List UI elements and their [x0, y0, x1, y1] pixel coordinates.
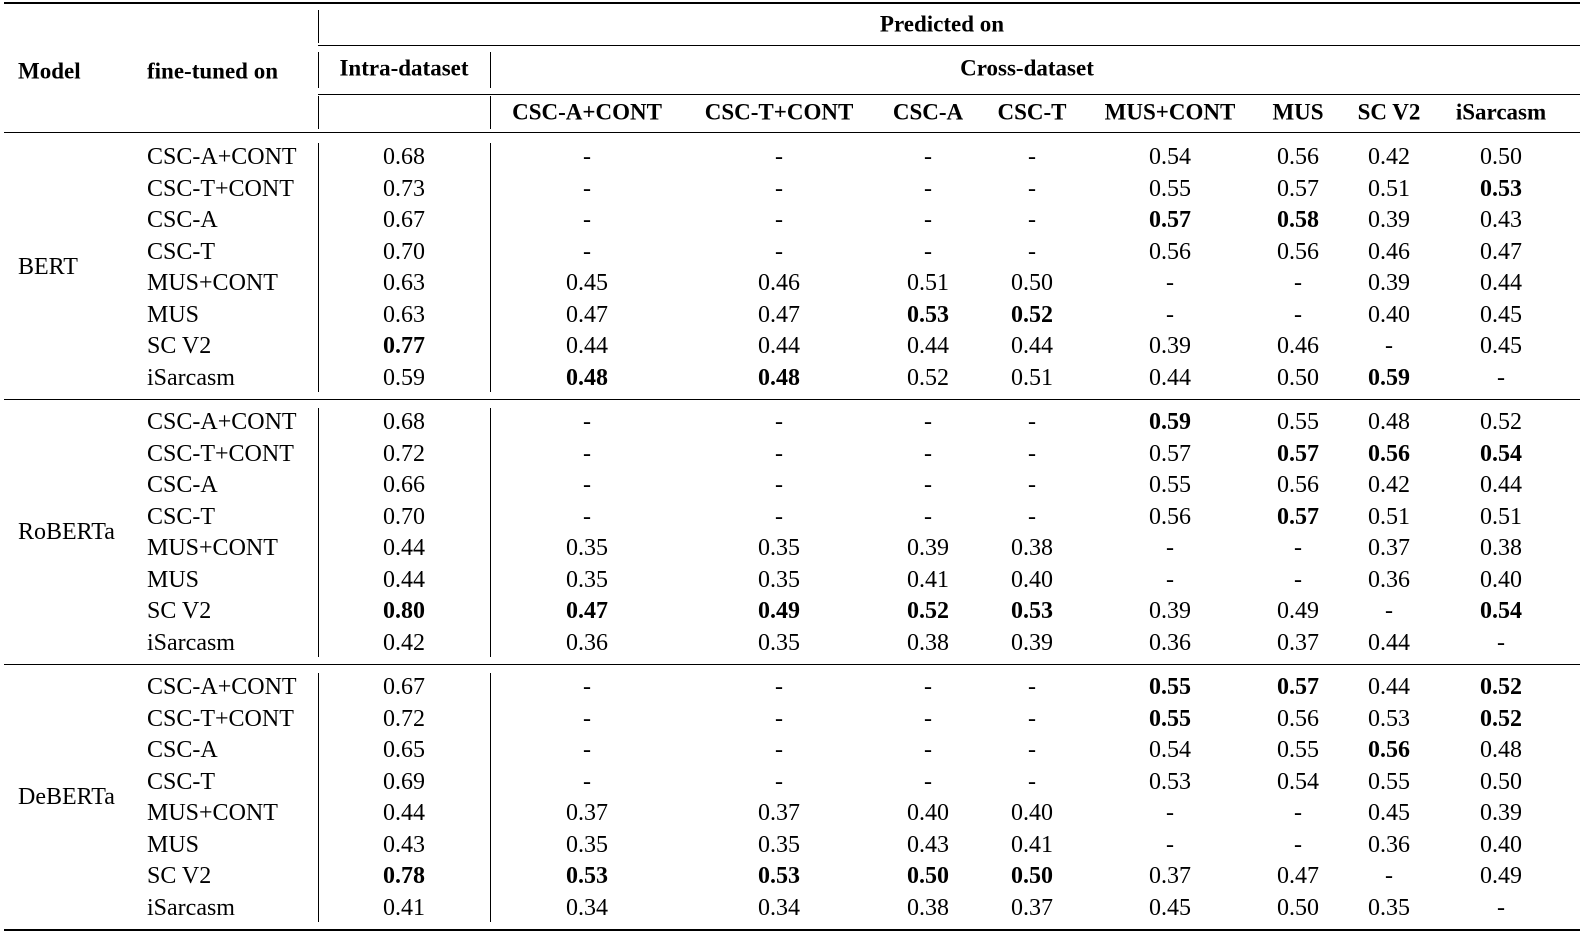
table-cell: -: [775, 768, 783, 795]
table-cell: 0.42: [1368, 472, 1410, 498]
table-cell: 0.45: [1368, 800, 1410, 826]
table-cell: 0.55: [1368, 768, 1410, 795]
table-cell: -: [583, 144, 591, 170]
group-separator-2: [4, 664, 1580, 665]
table-cell: 0.72: [383, 440, 425, 467]
table-cell: 0.44: [1480, 270, 1522, 296]
table-cell: 0.40: [1480, 566, 1522, 593]
predicted-underline: [318, 45, 1580, 46]
bottom-rule: [4, 929, 1580, 931]
table-cell: 0.55: [1149, 674, 1191, 700]
header-vline-mid: [490, 52, 491, 88]
group-separator-1: [4, 399, 1580, 400]
table-cell: 0.70: [383, 503, 425, 530]
table-cell: 0.46: [758, 270, 800, 296]
table-cell: -: [1028, 175, 1036, 202]
table-cell: -: [775, 238, 783, 265]
table-cell: 0.51: [1011, 364, 1053, 391]
table-cell: -: [924, 768, 932, 795]
finetuned-on-label: CSC-T+CONT: [147, 175, 294, 202]
table-cell: -: [583, 674, 591, 700]
table-cell: -: [583, 175, 591, 202]
table-cell: 0.53: [1149, 768, 1191, 795]
header-bottom-rule: [4, 132, 1580, 133]
table-cell: -: [1028, 409, 1036, 435]
table-cell: 0.34: [566, 894, 608, 921]
table-cell: 0.54: [1149, 737, 1191, 763]
table-cell: -: [1166, 831, 1174, 858]
table-cell: 0.43: [1480, 207, 1522, 233]
table-cell: 0.35: [758, 535, 800, 561]
finetuned-on-label: CSC-T+CONT: [147, 705, 294, 732]
column-header: CSC-T: [997, 99, 1067, 125]
table-cell: 0.37: [1149, 863, 1191, 889]
table-cell: 0.39: [1368, 270, 1410, 296]
finetuned-on-label: CSC-A: [147, 737, 218, 763]
table-cell: 0.38: [1480, 535, 1522, 561]
model-name: DeBERTa: [18, 784, 115, 811]
table-cell: -: [1385, 598, 1393, 624]
body-vline-mid: [490, 143, 491, 392]
finetuned-on-label: MUS+CONT: [147, 535, 278, 561]
table-cell: -: [1497, 894, 1505, 921]
table-cell: -: [583, 768, 591, 795]
table-cell: 0.37: [758, 800, 800, 826]
table-cell: 0.46: [1368, 238, 1410, 265]
top-rule: [4, 2, 1580, 4]
table-cell: 0.39: [1368, 207, 1410, 233]
table-cell: 0.51: [1480, 503, 1522, 530]
table-cell: 0.78: [383, 863, 425, 889]
table-cell: 0.44: [758, 333, 800, 359]
table-cell: 0.47: [566, 598, 608, 624]
table-cell: 0.49: [1277, 598, 1319, 624]
table-cell: 0.67: [383, 674, 425, 700]
table-cell: -: [1294, 301, 1302, 328]
header-model: Model: [18, 58, 81, 84]
header-vline-left: [318, 10, 319, 43]
table-cell: 0.35: [1368, 894, 1410, 921]
model-name: BERT: [18, 254, 78, 281]
table-cell: 0.54: [1480, 598, 1522, 624]
table-cell: -: [583, 238, 591, 265]
finetuned-on-label: iSarcasm: [147, 364, 235, 391]
finetuned-on-label: SC V2: [147, 598, 212, 624]
column-header: SC V2: [1357, 99, 1421, 125]
finetuned-on-label: SC V2: [147, 333, 212, 359]
table-cell: 0.50: [1011, 270, 1053, 296]
table-cell: -: [583, 737, 591, 763]
column-header: MUS: [1272, 99, 1324, 125]
table-cell: -: [775, 175, 783, 202]
table-cell: -: [924, 472, 932, 498]
table-cell: 0.44: [1368, 674, 1410, 700]
table-cell: 0.37: [566, 800, 608, 826]
header-vline-left-3: [318, 96, 319, 129]
header-cross-dataset: Cross-dataset: [960, 55, 1094, 81]
table-cell: -: [1028, 440, 1036, 467]
table-cell: 0.55: [1149, 175, 1191, 202]
finetuned-on-label: CSC-T: [147, 503, 216, 530]
table-cell: -: [1028, 472, 1036, 498]
table-cell: 0.43: [907, 831, 949, 858]
table-cell: -: [1028, 207, 1036, 233]
table-cell: 0.44: [383, 800, 425, 826]
table-cell: 0.51: [1368, 503, 1410, 530]
finetuned-on-label: CSC-T: [147, 238, 216, 265]
table-cell: -: [1028, 144, 1036, 170]
cross-underline: [318, 94, 1580, 95]
table-cell: 0.46: [1277, 333, 1319, 359]
table-cell: 0.59: [383, 364, 425, 391]
model-name: RoBERTa: [18, 519, 115, 546]
table-cell: 0.56: [1149, 503, 1191, 530]
finetuned-on-label: iSarcasm: [147, 894, 235, 921]
table-cell: -: [1028, 503, 1036, 530]
finetuned-on-label: MUS+CONT: [147, 800, 278, 826]
body-vline-mid: [490, 408, 491, 657]
table-cell: 0.63: [383, 301, 425, 328]
table-cell: -: [924, 440, 932, 467]
table-cell: -: [1294, 800, 1302, 826]
table-cell: 0.42: [1368, 144, 1410, 170]
table-cell: -: [775, 472, 783, 498]
table-cell: 0.45: [1480, 301, 1522, 328]
table-cell: 0.56: [1368, 440, 1410, 467]
table-cell: -: [775, 409, 783, 435]
table-cell: 0.49: [1480, 863, 1522, 889]
table-cell: 0.48: [758, 364, 800, 391]
table-cell: 0.35: [566, 566, 608, 593]
body-vline-left: [318, 408, 319, 657]
table-cell: 0.38: [907, 629, 949, 656]
body-vline-mid: [490, 673, 491, 922]
table-cell: 0.40: [1011, 800, 1053, 826]
table-cell: -: [1028, 737, 1036, 763]
table-cell: 0.53: [1480, 175, 1522, 202]
table-cell: 0.44: [907, 333, 949, 359]
table-cell: -: [775, 674, 783, 700]
table-cell: 0.44: [1011, 333, 1053, 359]
table-cell: 0.35: [758, 831, 800, 858]
table-cell: 0.48: [1480, 737, 1522, 763]
table-cell: 0.39: [1149, 598, 1191, 624]
table-cell: 0.54: [1149, 144, 1191, 170]
table-cell: 0.52: [1480, 705, 1522, 732]
table-cell: 0.36: [1149, 629, 1191, 656]
column-header: CSC-A+CONT: [512, 99, 662, 125]
table-cell: -: [1294, 270, 1302, 296]
table-cell: 0.59: [1368, 364, 1410, 391]
table-cell: -: [1385, 333, 1393, 359]
table-cell: 0.56: [1277, 705, 1319, 732]
finetuned-on-label: MUS: [147, 301, 200, 328]
table-cell: -: [583, 409, 591, 435]
table-cell: 0.52: [907, 364, 949, 391]
body-vline-left: [318, 673, 319, 922]
table-cell: 0.57: [1277, 440, 1319, 467]
table-cell: 0.54: [1480, 440, 1522, 467]
table-cell: -: [1294, 535, 1302, 561]
table-cell: 0.56: [1368, 737, 1410, 763]
finetuned-on-label: CSC-T: [147, 768, 216, 795]
table-cell: 0.53: [907, 301, 949, 328]
finetuned-on-label: MUS: [147, 566, 200, 593]
table-cell: 0.37: [1011, 894, 1053, 921]
table-cell: 0.68: [383, 144, 425, 170]
finetuned-on-label: MUS: [147, 831, 200, 858]
table-cell: 0.50: [1277, 364, 1319, 391]
table-cell: 0.51: [907, 270, 949, 296]
table-cell: 0.56: [1277, 472, 1319, 498]
table-cell: 0.56: [1277, 238, 1319, 265]
table-cell: 0.40: [907, 800, 949, 826]
table-cell: 0.41: [1011, 831, 1053, 858]
table-cell: 0.48: [1368, 409, 1410, 435]
table-cell: -: [775, 207, 783, 233]
table-cell: -: [1028, 705, 1036, 732]
table-cell: 0.44: [1368, 629, 1410, 656]
table-cell: -: [583, 472, 591, 498]
table-cell: 0.39: [1149, 333, 1191, 359]
table-cell: 0.53: [1011, 598, 1053, 624]
table-cell: -: [583, 705, 591, 732]
table-cell: -: [924, 238, 932, 265]
table-cell: -: [583, 440, 591, 467]
table-cell: 0.49: [758, 598, 800, 624]
table-cell: 0.47: [1480, 238, 1522, 265]
table-cell: 0.52: [1480, 409, 1522, 435]
table-cell: 0.42: [383, 629, 425, 656]
table-cell: 0.44: [383, 566, 425, 593]
table-cell: -: [1166, 301, 1174, 328]
finetuned-on-label: CSC-A+CONT: [147, 674, 297, 700]
table-cell: 0.41: [907, 566, 949, 593]
table-cell: 0.36: [566, 629, 608, 656]
table-cell: 0.53: [1368, 705, 1410, 732]
table-cell: 0.72: [383, 705, 425, 732]
table-cell: 0.47: [1277, 863, 1319, 889]
table-cell: -: [1497, 364, 1505, 391]
table-cell: 0.73: [383, 175, 425, 202]
table-cell: -: [1028, 768, 1036, 795]
table-cell: 0.34: [758, 894, 800, 921]
table-cell: -: [583, 207, 591, 233]
table-cell: 0.50: [1011, 863, 1053, 889]
header-predicted-on: Predicted on: [879, 11, 1005, 37]
table-cell: 0.55: [1277, 737, 1319, 763]
table-cell: 0.40: [1011, 566, 1053, 593]
table-cell: 0.47: [758, 301, 800, 328]
table-cell: -: [1166, 535, 1174, 561]
table-cell: 0.40: [1368, 301, 1410, 328]
table-cell: 0.35: [566, 831, 608, 858]
table-cell: 0.45: [566, 270, 608, 296]
table-cell: 0.53: [758, 863, 800, 889]
table-cell: -: [924, 674, 932, 700]
column-header: CSC-A: [892, 99, 964, 125]
table-cell: -: [1294, 566, 1302, 593]
table-cell: -: [775, 144, 783, 170]
table-cell: 0.39: [1011, 629, 1053, 656]
table-cell: 0.50: [907, 863, 949, 889]
column-header: iSarcasm: [1455, 99, 1547, 125]
table-cell: 0.35: [566, 535, 608, 561]
table-cell: 0.36: [1368, 566, 1410, 593]
table-cell: 0.39: [1480, 800, 1522, 826]
table-cell: 0.52: [1480, 674, 1522, 700]
table-cell: -: [1385, 863, 1393, 889]
table-cell: -: [1028, 238, 1036, 265]
table-cell: 0.50: [1480, 768, 1522, 795]
table-cell: 0.38: [907, 894, 949, 921]
table-cell: 0.44: [1149, 364, 1191, 391]
table-cell: 0.40: [1480, 831, 1522, 858]
table-cell: -: [1166, 800, 1174, 826]
table-cell: 0.44: [1480, 472, 1522, 498]
table-cell: 0.35: [758, 566, 800, 593]
table-cell: 0.56: [1149, 238, 1191, 265]
table-cell: 0.47: [566, 301, 608, 328]
finetuned-on-label: CSC-T+CONT: [147, 440, 294, 467]
table-cell: 0.55: [1149, 472, 1191, 498]
finetuned-on-label: MUS+CONT: [147, 270, 278, 296]
table-cell: 0.57: [1277, 674, 1319, 700]
table-cell: -: [924, 144, 932, 170]
table-cell: 0.35: [758, 629, 800, 656]
table-cell: 0.38: [1011, 535, 1053, 561]
table-cell: -: [924, 503, 932, 530]
table-cell: 0.58: [1277, 207, 1319, 233]
header-vline-left-2: [318, 52, 319, 88]
finetuned-on-label: CSC-A: [147, 472, 218, 498]
table-cell: 0.68: [383, 409, 425, 435]
table-cell: 0.44: [566, 333, 608, 359]
table-cell: -: [924, 705, 932, 732]
table-cell: 0.45: [1149, 894, 1191, 921]
table-cell: -: [1028, 674, 1036, 700]
header-intra-dataset: Intra-dataset: [339, 55, 469, 81]
table-cell: 0.52: [907, 598, 949, 624]
table-cell: 0.36: [1368, 831, 1410, 858]
finetuned-on-label: SC V2: [147, 863, 212, 889]
table-cell: 0.52: [1011, 301, 1053, 328]
table-cell: -: [924, 409, 932, 435]
table-cell: -: [924, 737, 932, 763]
table-cell: 0.57: [1149, 440, 1191, 467]
table-cell: -: [775, 705, 783, 732]
table-cell: 0.77: [383, 333, 425, 359]
header-finetuned-on: fine-tuned on: [147, 58, 278, 84]
table-cell: -: [1166, 566, 1174, 593]
table-cell: 0.56: [1277, 144, 1319, 170]
column-header: MUS+CONT: [1104, 99, 1236, 125]
table-cell: 0.70: [383, 238, 425, 265]
table-cell: 0.37: [1368, 535, 1410, 561]
finetuned-on-label: CSC-A+CONT: [147, 144, 297, 170]
table-cell: -: [1497, 629, 1505, 656]
table-cell: 0.65: [383, 737, 425, 763]
table-cell: -: [1294, 831, 1302, 858]
column-header: CSC-T+CONT: [704, 99, 854, 125]
table-cell: -: [1166, 270, 1174, 296]
table-cell: 0.53: [566, 863, 608, 889]
header-vline-mid-2: [490, 96, 491, 129]
table-cell: 0.55: [1149, 705, 1191, 732]
table-cell: 0.50: [1277, 894, 1319, 921]
table-cell: -: [583, 503, 591, 530]
table-cell: -: [775, 503, 783, 530]
table-cell: -: [924, 175, 932, 202]
table-cell: 0.48: [566, 364, 608, 391]
body-vline-left: [318, 143, 319, 392]
table-cell: -: [775, 737, 783, 763]
table-cell: 0.59: [1149, 409, 1191, 435]
table-cell: 0.45: [1480, 333, 1522, 359]
table-cell: -: [924, 207, 932, 233]
table-cell: 0.80: [383, 598, 425, 624]
table-cell: 0.51: [1368, 175, 1410, 202]
finetuned-on-label: iSarcasm: [147, 629, 235, 656]
finetuned-on-label: CSC-A: [147, 207, 218, 233]
table-cell: 0.69: [383, 768, 425, 795]
finetuned-on-label: CSC-A+CONT: [147, 409, 297, 435]
table-cell: 0.43: [383, 831, 425, 858]
table-cell: 0.41: [383, 894, 425, 921]
table-cell: 0.57: [1277, 175, 1319, 202]
table-cell: -: [775, 440, 783, 467]
table-cell: 0.57: [1149, 207, 1191, 233]
table-cell: 0.44: [383, 535, 425, 561]
table-cell: 0.63: [383, 270, 425, 296]
table-cell: 0.55: [1277, 409, 1319, 435]
table-cell: 0.57: [1277, 503, 1319, 530]
table-cell: 0.54: [1277, 768, 1319, 795]
table-cell: 0.39: [907, 535, 949, 561]
table-cell: 0.37: [1277, 629, 1319, 656]
table-cell: 0.67: [383, 207, 425, 233]
table-cell: 0.50: [1480, 144, 1522, 170]
table-cell: 0.66: [383, 472, 425, 498]
